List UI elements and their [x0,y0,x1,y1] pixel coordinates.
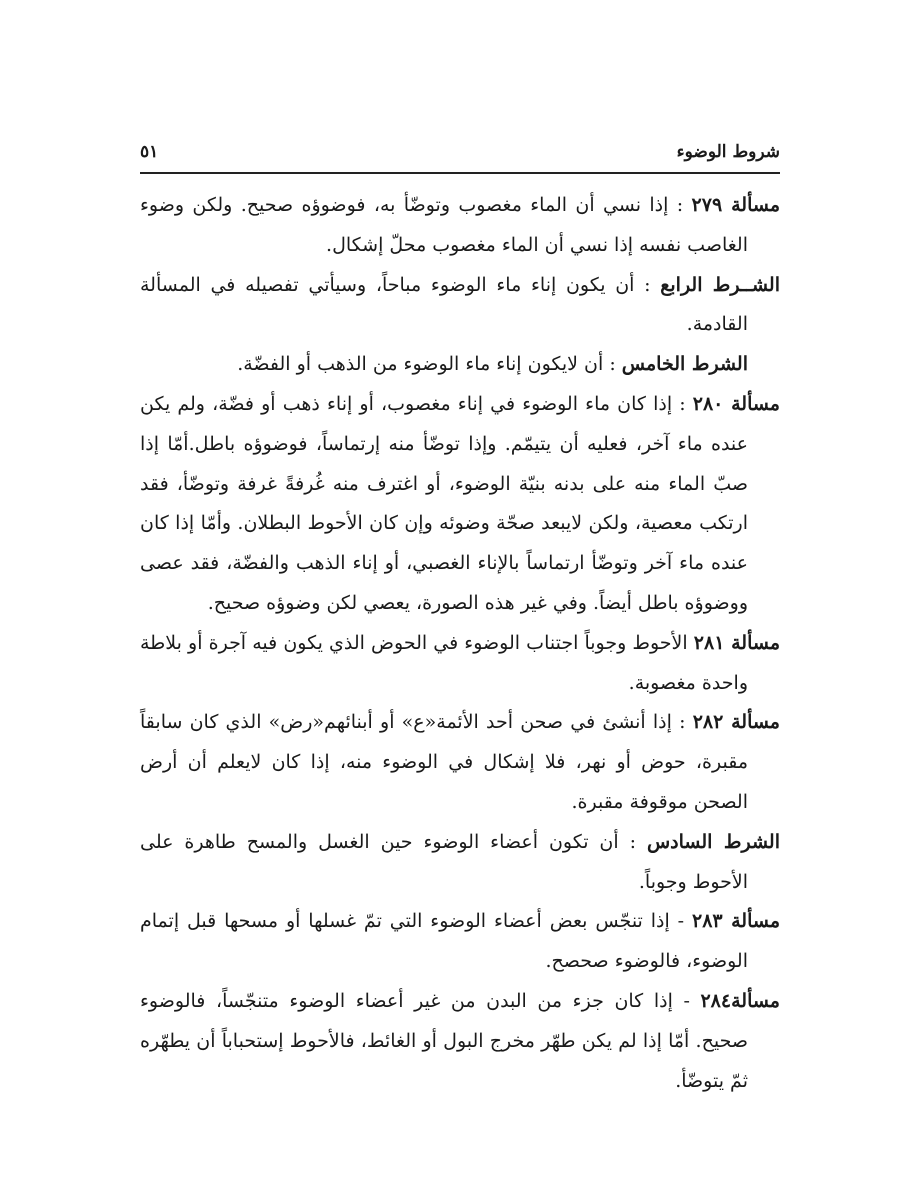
paragraph-text: : إذا نسي أن الماء مغصوب وتوضّأ به، فوضوؤه صحيح. ولكن وضوء الغاصب نفسه إذا نسي أن الماء مغصوب محلّ إشكال. [140,194,748,256]
paragraph-text: : أن تكون أعضاء الوضوء حين الغسل والمسح طاهرة على الأحوط وجوباً. [140,830,748,893]
paragraph-text: الأحوط وجوباً اجتناب الوضوء في الحوض الذي يكون فيه آجرة أو بلاطة واحدة مغصوبة. [140,631,748,694]
paragraph-label: مسألة ٢٨٠ [692,392,780,415]
page-number: ٥١ [140,142,159,162]
paragraph-text: - إذا كان جزء من البدن من غير أعضاء الوضوء متنجّساً، فالوضوء صحيح. أمّا إذا لم يكن طهّر مخرج البول أو الغائط، فالأحوط إستحباباً أن يطهّره ثمّ يتوضّأ. [140,989,748,1092]
paragraph-condition-6 [140,823,780,903]
paragraph-label: الشرط السادس [646,830,781,853]
paragraph-issue-280 [140,385,780,624]
paragraph-label: الشــرط الرابع [660,273,780,296]
paragraph-text: : إذا أنشئ في صحن أحد الأئمة«ع» أو أبنائهم«رض» الذي كان سابقاً مقبرة، حوض أو نهر، فلا إشكال في الوضوء منه، إذا كان لايعلم أن أرض الصحن موقوفة مقبرة. [140,711,748,813]
body-text [140,186,780,1101]
paragraph-text: : أن لايكون إناء ماء الوضوء من الذهب أو الفضّة. [237,353,622,376]
running-header [140,140,780,168]
paragraph-text: : إذا كان ماء الوضوء في إناء مغصوب، أو إناء ذهب أو فضّة، ولم يكن عنده ماء آخر، فعليه أن يتيمّم. وإذا توضّأ منه إرتماساً، فوضوؤه باطل.أمّا إذا صبّ الماء منه على بدنه بنيّة الوضوء، أو اغترف منه غُرفةً غرفة وتوضّأ، فقد ارتكب معصية، ولكن لايبعد صحّة وضوئه وإن كان الأحوط البطلان. وأمّا إذا كان عنده ماء آخر وتوضّأ ارتماساً بالإناء الغصبي، أو إناء الذهب والفضّة، فقد عصى ووضوؤه باطل أيضاً. وفي غير هذه الصورة، يعصي لكن وضوؤه صحيح. [140,392,748,614]
paragraph-issue-282 [140,703,780,822]
paragraph-issue-283 [140,902,780,982]
paragraph-label: مسألة ٢٨١ [693,631,780,654]
paragraph-issue-279 [140,186,780,266]
paragraph-issue-281 [140,624,780,704]
paragraph-condition-5 [140,345,780,385]
section-title: شروط الوضوء [676,142,780,162]
paragraph-text: : أن يكون إناء ماء الوضوء مباحاً، وسيأتي تفصيله في المسألة القادمة. [140,273,748,336]
paragraph-label: مسألة ٢٨٣ [692,910,780,933]
paragraph-label: مسألة٢٨٤ [700,989,780,1012]
header-rule [140,172,780,174]
paragraph-issue-284 [140,982,780,1101]
paragraph-label: مسألة ٢٧٩ [691,194,780,216]
paragraph-label: مسألة ٢٨٢ [692,711,780,734]
paragraph-condition-4 [140,266,780,346]
paragraph-label: الشرط الخامس [621,353,748,376]
paragraph-text: - إذا تنجّس بعض أعضاء الوضوء التي تمّ غسلها أو مسحها قبل إتمام الوضوء، فالوضوء صحصح. [140,910,748,973]
